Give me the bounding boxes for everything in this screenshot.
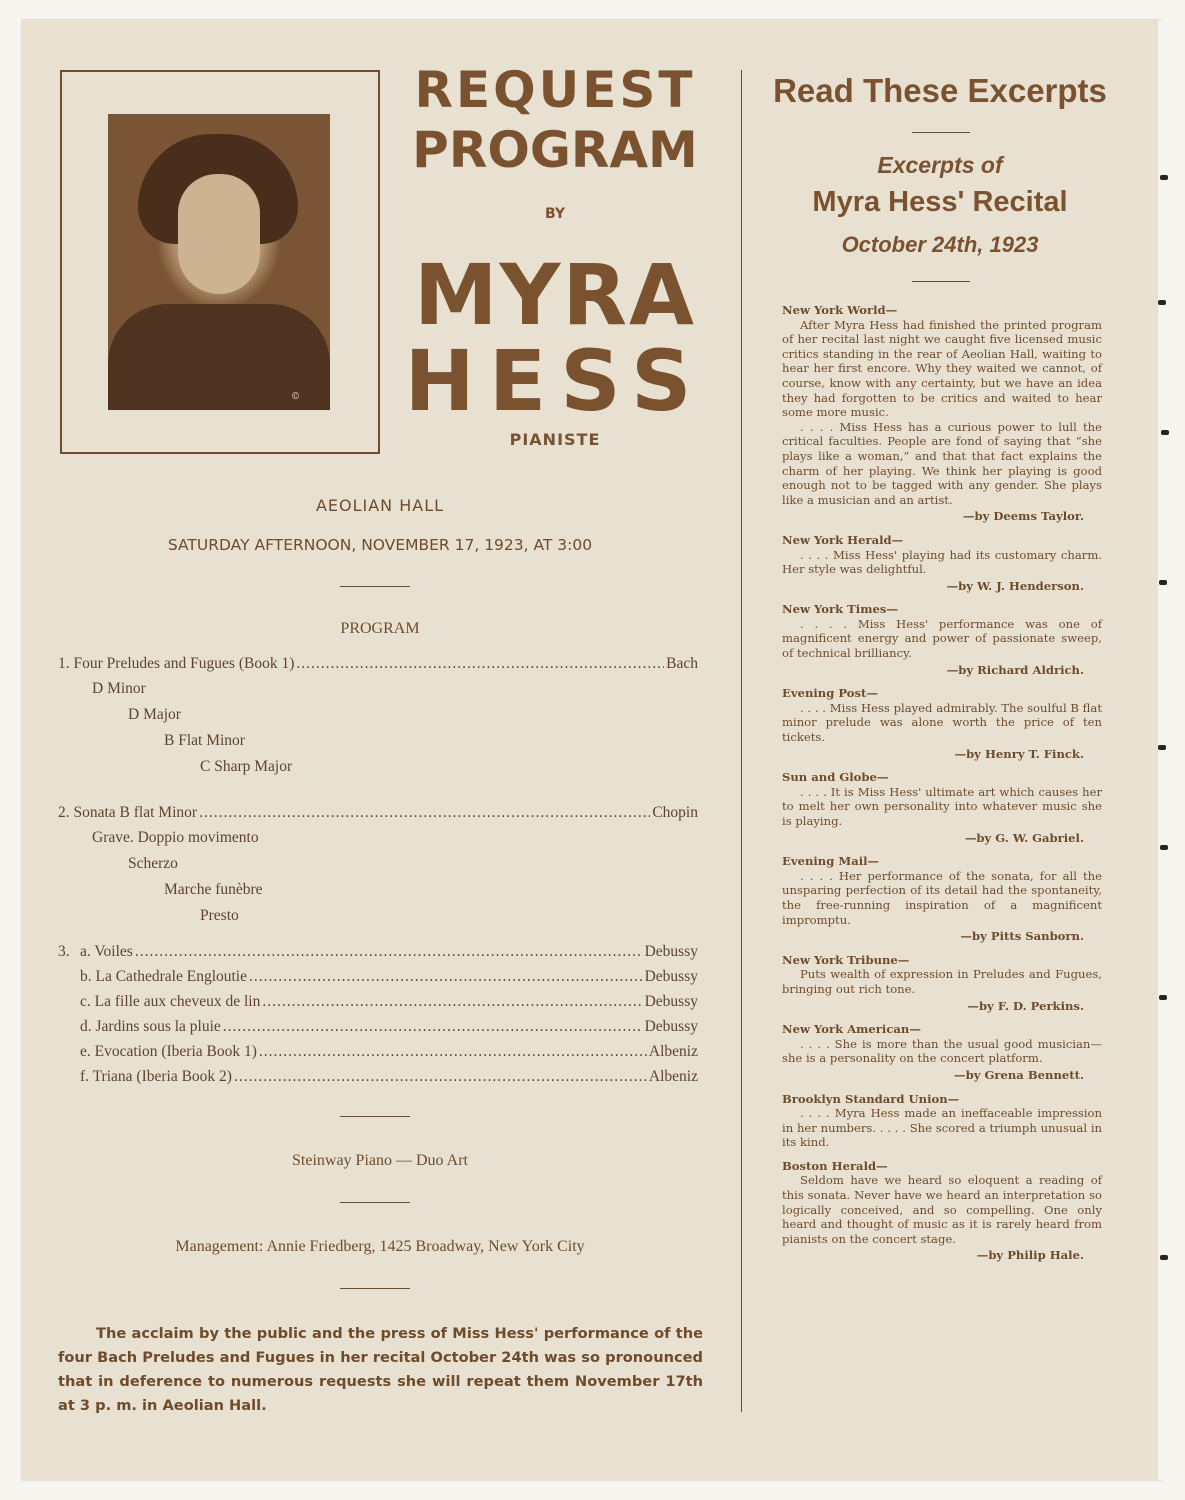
program-item [80,1018,698,1043]
program-item [80,943,698,968]
excerpt-author: —by Richard Aldrich. [946,662,1084,677]
date-line: SATURDAY AFTERNOON, NOVEMBER 17, 1923, AT 3:00 [167,536,593,554]
acclaim-note: The acclaim by the public and the press of Miss Hess' performance of the four Bach Preludes and Fugues in her recital October 24th was so pronounced that in deference to numerous requests she will repeat them November 17th at 3 p. m. in Aeolian Hall. [58,1325,703,1414]
excerpt-source: Boston Herald— [782,1158,888,1173]
excerpt-text: After Myra Hess had finished the printed program of her recital last night we caught five licensed music critics standing in the rear of Aeolian Hall, waiting to hear her first encore. Why they waited we cannot, of course, know with any certainty, but we have an idea they had forgotten to be critics and waited to hear some more music. [782,317,1102,420]
title-line-2: PROGRAM [412,121,698,179]
portrait-frame [60,70,380,454]
excerpt-author: —by Deems Taylor. [962,509,1084,524]
program-item [80,1043,698,1068]
tear-mark [1159,580,1167,585]
excerpt-author: —by Philip Hale. [976,1248,1084,1263]
management-line: Management: Annie Friedberg, 1425 Broadway, New York City [175,1238,585,1255]
excerpt-text: . . . . Miss Hess has a curious power to lull the critical faculties. People are fond of saying that “she plays like a woman,” and that that fact explains the charm of her playing. We think her playing is good enough not to be tagged with any gender. She plays like a musician and an artist. [782,419,1102,507]
piano-credit: Steinway Piano — Duo Art [292,1152,468,1169]
program-item [80,1068,698,1093]
title-line-1: REQUEST [414,61,696,119]
composer: Bach [666,655,698,672]
movement: Presto [200,907,239,924]
tear-mark [1161,430,1169,435]
name-line-1: MYRA [413,246,697,344]
tear-mark [1160,1255,1168,1260]
excerpt-author: —by G. W. Gabriel. [964,830,1084,845]
program-item [80,993,698,1018]
divider [340,1116,410,1117]
movement: B Flat Minor [164,732,245,749]
excerpt-text: . . . . Miss Hess played admirably. The soulful B flat minor prelude was alone worth the price of ten tickets. [782,700,1102,745]
excerpt-text: . . . . She is more than the usual good musician—she is a personality on the concert platform. [782,1036,1102,1066]
piece-title: 1. Four Preludes and Fugues (Book 1) [58,655,295,672]
press-excerpt [782,854,1102,944]
movement: Scherzo [128,855,178,872]
movement: D Minor [92,680,146,697]
excerpt-text: . . . . Her performance of the sonata, for all the unsparing perfection of its detail had the spontaneity, the free-running inspiration of a magnificent impromptu. [782,868,1102,927]
composer: Debussy [644,943,698,960]
press-excerpt [782,533,1102,593]
excerpt-text: . . . . Miss Hess' playing had its customary charm. Her style was delightful. [782,547,1102,577]
excerpt-source: Brooklyn Standard Union— [782,1091,960,1106]
excerpt-author: —by Grena Bennett. [954,1067,1084,1082]
excerpt-source: New York Tribune— [782,952,910,967]
column-divider [741,70,742,1412]
press-excerpt [782,1022,1102,1082]
divider [340,586,410,587]
venue: AEOLIAN HALL [315,496,445,515]
excerpt-source: Evening Post— [782,686,878,701]
movement: D Major [128,706,181,723]
excerpt-text: . . . . It is Miss Hess' ultimate art which causes her to melt her own personality into whatever music she is playing. [782,784,1102,828]
divider [340,1202,410,1203]
movement: C Sharp Major [200,758,293,775]
program-item [80,968,698,993]
recital-date: October 24th, 1923 [841,232,1039,257]
excerpt-text: . . . . Myra Hess made an ineffaceable impression in her numbers. . . . . She scored a triumph unusual in its kind. [782,1106,1102,1150]
divider [912,281,970,282]
excerpt-author: —by F. D. Perkins. [967,998,1084,1013]
photo-copyright: © [291,392,300,402]
excerpt-text: . . . . Miss Hess' performance was one of magnificent energy and power of passionate sweep, of technical brilliancy. [782,616,1102,661]
composer: Debussy [644,1018,698,1035]
excerpt-author: —by W. J. Henderson. [946,578,1084,593]
excerpt-text: Seldom have we heard so eloquent a reading of this sonata. Never have we heard an interpretation so logically conceived, and so compelling. One only heard and thought of music as it is rarely heard from pianists on the concert stage. [782,1173,1102,1246]
program-item [58,804,698,829]
press-excerpt [782,602,1102,677]
composer: Chopin [652,804,698,821]
excerpt-source: New York American— [782,1022,921,1037]
piece-title: c. La fille aux cheveux de lin [80,993,261,1010]
composer: Debussy [644,993,698,1010]
tear-mark [1158,745,1166,750]
piece-title: a. Voiles [80,943,133,960]
pianiste-label: PIANISTE [509,430,601,449]
excerpt-source: New York Times— [782,602,898,617]
piece-title: f. Triana (Iberia Book 2) [80,1068,232,1085]
torn-edge [1158,20,1185,1480]
program-heading: PROGRAM [340,620,420,637]
tear-mark [1159,995,1167,1000]
group-number: 3. [58,943,70,960]
excerpt-text: Puts wealth of expression in Preludes and Fugues, bringing out rich tone. [782,967,1102,996]
excerpt-author: —by Pitts Sanborn. [960,929,1084,944]
program-item [58,655,698,680]
piece-title: b. La Cathedrale Engloutie [80,968,247,985]
recital-title: Myra Hess' Recital [812,186,1068,218]
movement: Grave. Doppio movimento [92,829,259,846]
excerpt-source: Evening Mail— [782,854,880,869]
excerpt-source: Sun and Globe— [782,770,889,785]
by-label: BY [544,206,566,222]
press-excerpt [782,1159,1102,1263]
press-excerpts [782,303,1102,1272]
divider [912,132,970,133]
excerpt-source: New York World— [782,303,898,317]
program-list [58,655,698,1093]
name-line-2: HESS [404,332,706,430]
tear-mark [1160,845,1168,850]
press-excerpt [782,1092,1102,1150]
press-excerpt [782,953,1102,1013]
tear-mark [1160,175,1168,180]
press-excerpt [782,770,1102,845]
piece-title: d. Jardins sous la pluie [80,1018,221,1035]
excerpts-subheading: Excerpts of [877,152,1003,178]
excerpt-author: —by Henry T. Finck. [954,746,1084,761]
divider [340,1288,410,1289]
piece-title: 2. Sonata B flat Minor [58,804,198,821]
composer: Albeniz [648,1043,698,1060]
movement: Marche funèbre [164,881,263,898]
composer: Debussy [644,968,698,985]
tear-mark [1158,300,1166,305]
excerpt-source: New York Herald— [782,532,904,547]
piece-title: e. Evocation (Iberia Book 1) [80,1043,257,1060]
portrait-photo [108,114,330,410]
press-excerpt [782,686,1102,761]
press-excerpt [782,303,1102,524]
excerpts-heading: Read These Excerpts [773,72,1107,109]
composer: Albeniz [648,1068,698,1085]
